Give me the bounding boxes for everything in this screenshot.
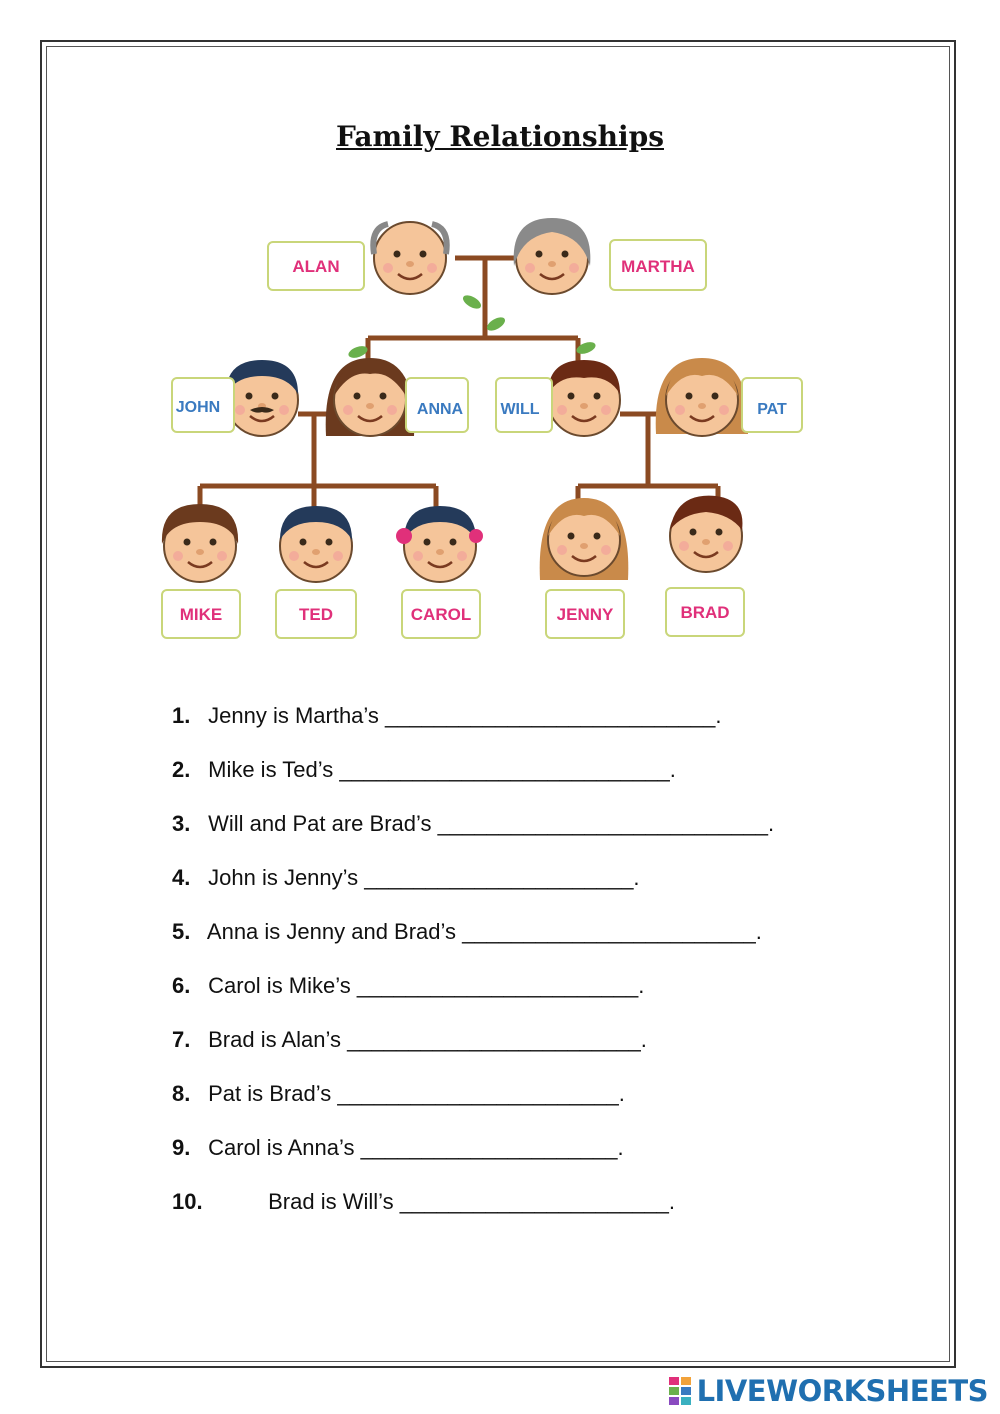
carol-face-icon — [396, 506, 483, 582]
question-text[interactable]: Brad is Will’s ______________________. — [268, 1189, 676, 1214]
question-number: 2. — [172, 757, 191, 782]
question-item — [172, 1024, 774, 1078]
liveworksheets-brand[interactable] — [669, 1374, 988, 1408]
will-face-icon — [548, 360, 620, 436]
question-item — [172, 862, 774, 916]
question-text[interactable]: Mike is Ted’s ___________________________. — [208, 757, 676, 782]
carol-label: CAROL — [410, 605, 472, 624]
question-item — [172, 1186, 774, 1240]
question-item — [172, 700, 774, 754]
question-number: 9. — [172, 1135, 191, 1160]
anna-face-icon — [326, 358, 415, 436]
question-text[interactable]: Carol is Anna’s _____________________. — [208, 1135, 624, 1160]
question-text[interactable]: Pat is Brad’s _______________________. — [208, 1081, 625, 1106]
mike-label: MIKE — [179, 605, 223, 624]
question-item — [172, 1132, 774, 1186]
question-item — [172, 916, 774, 970]
question-text[interactable]: John is Jenny’s ______________________. — [208, 865, 640, 890]
question-number: 7. — [172, 1027, 191, 1052]
will-label: WILL — [500, 401, 540, 418]
question-item — [172, 754, 774, 808]
question-number: 10. — [172, 1189, 203, 1214]
ted-face-icon — [280, 506, 352, 582]
question-number: 5. — [172, 919, 191, 944]
alan-label: ALAN — [292, 257, 340, 276]
question-text[interactable]: Jenny is Martha’s ___________________________. — [208, 703, 722, 728]
question-text[interactable]: Will and Pat are Brad’s ___________________________. — [208, 811, 775, 836]
question-item — [172, 808, 774, 862]
brand-name: LIVEWORKSHEETS — [696, 1374, 988, 1408]
question-text[interactable]: Anna is Jenny and Brad’s ________________________. — [206, 919, 762, 944]
alan-face-icon — [373, 222, 446, 294]
pat-label: PAT — [757, 401, 787, 418]
family-tree-diagram — [0, 190, 1000, 650]
question-list — [172, 700, 774, 1240]
question-number: 6. — [172, 973, 191, 998]
brad-label: BRAD — [680, 603, 730, 622]
question-number: 1. — [172, 703, 191, 728]
page-title: Family Relationships — [336, 120, 664, 153]
question-item — [172, 970, 774, 1024]
question-number: 3. — [172, 811, 191, 836]
john-face-icon — [226, 360, 298, 436]
question-text[interactable]: Brad is Alan’s ________________________. — [208, 1027, 647, 1052]
question-number: 4. — [172, 865, 191, 890]
martha-label: MARTHA — [621, 257, 695, 276]
brad-face-icon — [670, 496, 742, 572]
tree-leaves — [347, 293, 597, 360]
jenny-face-icon — [540, 498, 629, 580]
anna-label: ANNA — [416, 401, 464, 418]
martha-face-icon — [514, 218, 591, 294]
liveworksheets-logo-icon — [669, 1377, 691, 1405]
ted-label: TED — [299, 605, 333, 624]
question-item — [172, 1078, 774, 1132]
jenny-label: JENNY — [556, 605, 614, 624]
question-text[interactable]: Carol is Mike’s _______________________. — [208, 973, 645, 998]
mike-face-icon — [162, 504, 238, 582]
john-label: JOHN — [175, 399, 221, 416]
pat-face-icon — [656, 358, 749, 436]
question-number: 8. — [172, 1081, 191, 1106]
